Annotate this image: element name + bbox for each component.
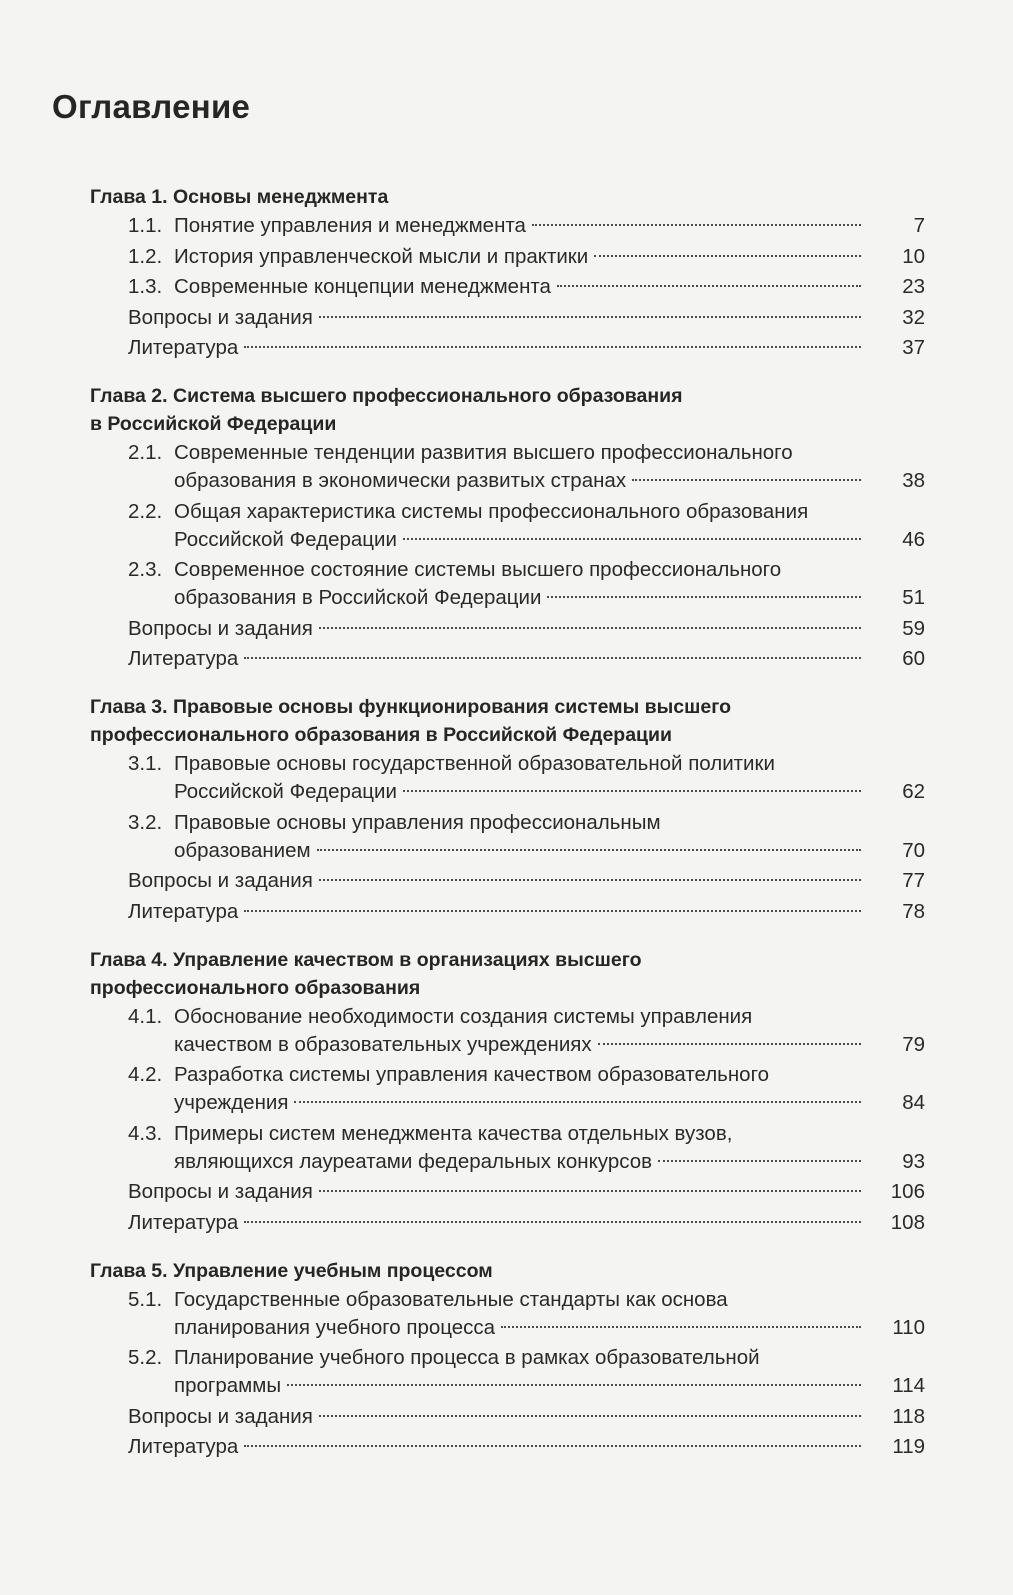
entry-line: Российской Федерации [174,780,397,803]
entry-last-line [174,584,925,612]
page-number: 118 [892,1404,925,1428]
entry-text [128,1178,925,1206]
entry-leader-row [174,837,925,865]
entry-last-line [174,212,925,240]
entry-leader-row [128,1209,925,1237]
entry-last-line [128,1178,925,1206]
page-number: 62 [902,780,925,803]
entry-leader-row [174,778,925,806]
entry-last-line [174,1372,925,1400]
entry-line: Литература [128,899,239,923]
entry-leader-row [174,1031,925,1059]
entry-last-line [174,778,925,806]
page-number: 46 [902,527,925,551]
entry-text [174,1061,925,1117]
entry-line: Литература [128,1210,239,1234]
entry-line: Разработка системы управления качеством образовательного [174,1063,770,1086]
toc-entry [90,867,925,895]
entry-number: 3.2. [128,810,163,834]
toc-chapter [90,1257,925,1462]
entry-text [174,439,925,495]
entry-line: Российской Федерации [174,527,397,551]
entry-number: 4.1. [128,1004,163,1028]
entry-line: являющихся лауреатами федеральных конкурсов [174,1149,652,1173]
entry-line: планирования учебного процесса [174,1315,496,1339]
chapter-title [90,382,925,438]
chapter-title-line: Глава 2. Система высшего профессионального образования [90,385,683,407]
page-number: 38 [902,469,925,492]
entry-leader-row [128,304,925,332]
entry-text [128,334,925,362]
page-number: 119 [892,1435,925,1458]
toc-entry [90,498,925,554]
entry-leader-row [128,1403,925,1431]
dot-leader [319,316,861,318]
entry-text [174,1344,925,1400]
entry-line: Вопросы и задания [128,305,313,329]
toc-entry [90,809,925,865]
entry-number: 2.3. [128,558,163,581]
page-number: 37 [902,336,925,359]
entry-line: учреждения [174,1091,289,1114]
page-number: 60 [902,647,925,670]
entry-leader-row [174,1372,925,1400]
chapter-title-line: профессионального образования [90,976,421,999]
toc-entry [90,1178,925,1206]
toc-entry [90,615,925,643]
chapter-title-line: Глава 5. Управление учебным процессом [90,1259,493,1282]
entry-line: Литература [128,1435,239,1458]
toc-entry [90,1344,925,1400]
entry-line: образования в Российской Федерации [174,586,542,609]
entry-line: качеством в образовательных учреждениях [174,1032,592,1056]
entry-leader-row [174,243,925,271]
entry-number: 2.2. [128,499,163,523]
entry-text [174,1003,925,1059]
entry-last-line [174,526,925,554]
toc-chapter [90,382,925,673]
entry-leader-row [128,334,925,362]
page-number: 10 [902,244,925,268]
entry-leader-row [174,526,925,554]
dot-leader [594,255,861,257]
entry-last-line [128,615,925,643]
entry-number: 4.3. [128,1121,163,1145]
entry-line: Литература [128,647,239,670]
dot-leader [294,1101,861,1103]
toc-entry [90,1120,925,1176]
entry-number: 3.1. [128,752,163,775]
toc-entry [90,439,925,495]
entry-text [174,212,925,240]
toc-entry [90,1003,925,1059]
entry-leader-row [174,1148,925,1176]
entry-last-line [174,467,925,495]
entry-number: 1.2. [128,244,163,268]
toc-entry [90,1209,925,1237]
entry-leader-row [128,867,925,895]
entry-number: 2.1. [128,441,163,464]
chapter-title-line: профессионального образования в Российской Федерации [90,724,673,746]
page-number: 7 [913,214,925,237]
dot-leader [501,1326,861,1328]
entry-text [128,898,925,926]
chapter-title [90,183,925,211]
chapter-title-line: в Российской Федерации [90,413,337,435]
entry-text [128,1433,925,1461]
toc-chapter [90,946,925,1237]
chapter-title-line: Глава 4. Управление качеством в организациях высшего [90,948,642,971]
entry-line: Вопросы и задания [128,869,313,892]
entry-text [174,809,925,865]
entry-text [174,750,925,806]
entry-text [174,273,925,301]
toc-entry [90,898,925,926]
page-number: 32 [902,305,925,329]
entry-last-line [128,304,925,332]
entry-line: Понятие управления и менеджмента [174,214,526,237]
toc-entry [90,1433,925,1461]
entry-line: Планирование учебного процесса в рамках образовательной [174,1346,760,1369]
entry-last-line [128,1209,925,1237]
entry-leader-row [128,615,925,643]
entry-last-line [174,243,925,271]
dot-leader [319,627,861,629]
dot-leader [244,657,861,659]
entry-leader-row [174,1089,925,1117]
toc-entry [90,1286,925,1342]
entry-line: образованием [174,838,311,862]
dot-leader [244,346,861,348]
page-number: 51 [902,586,925,609]
entry-last-line [128,1403,925,1431]
toc-entry [90,243,925,271]
entry-leader-row [128,645,925,673]
entry-line: Общая характеристика системы профессионального образования [174,499,809,523]
dot-leader [557,285,861,287]
toc-entry [90,304,925,332]
entry-number: 1.3. [128,275,163,298]
page-number: 70 [902,838,925,862]
dot-leader [319,879,861,881]
entry-text [174,1286,925,1342]
entry-line: Правовые основы управления профессиональным [174,810,661,834]
dot-leader [403,538,861,540]
page-number: 77 [902,869,925,892]
entry-leader-row [128,898,925,926]
entry-text [174,1120,925,1176]
entry-number: 5.2. [128,1346,163,1369]
chapter-title-line: Глава 3. Правовые основы функционирования системы высшего [90,696,732,718]
toc-chapter [90,693,925,926]
entry-text [174,556,925,612]
entry-last-line [174,1314,925,1342]
chapter-title-line: Глава 1. Основы менеджмента [90,186,389,208]
entry-last-line [174,1089,925,1117]
entry-line: образования в экономически развитых странах [174,469,627,492]
dot-leader [287,1384,861,1386]
toc-entry [90,750,925,806]
entry-line: Примеры систем менеджмента качества отдельных вузов, [174,1121,733,1145]
entry-line: Современные концепции менеджмента [174,275,551,298]
toc-entry [90,556,925,612]
entry-line: Правовые основы государственной образовательной политики [174,752,775,775]
entry-leader-row [174,273,925,301]
toc-entry [90,1403,925,1431]
toc-entry [90,1061,925,1117]
dot-leader [319,1415,861,1417]
dot-leader [403,790,861,792]
page-number: 108 [890,1210,925,1234]
dot-leader [244,910,861,912]
entry-text [128,645,925,673]
entry-line: История управленческой мысли и практики [174,244,589,268]
entry-last-line [174,1148,925,1176]
entry-text [128,867,925,895]
page-number: 106 [890,1180,925,1203]
entry-line: Вопросы и задания [128,1180,313,1203]
entry-line: Вопросы и задания [128,616,313,640]
dot-leader [244,1445,861,1447]
toc-entry [90,212,925,240]
page-number: 78 [902,899,925,923]
toc-entry [90,334,925,362]
entry-text [128,304,925,332]
table-of-contents [90,183,925,1481]
entry-leader-row [174,1314,925,1342]
entry-text [128,615,925,643]
entry-line: Вопросы и задания [128,1404,313,1428]
page-number: 84 [902,1091,925,1114]
entry-text [128,1209,925,1237]
entry-last-line [174,273,925,301]
entry-line: программы [174,1374,282,1397]
dot-leader [547,596,861,598]
entry-text [174,498,925,554]
entry-leader-row [174,584,925,612]
entry-text [128,1403,925,1431]
chapter-title [90,693,925,749]
page-number: 59 [902,616,925,640]
entry-last-line [128,334,925,362]
entry-last-line [128,867,925,895]
page-number: 93 [902,1149,925,1173]
chapter-title [90,946,925,1002]
toc-chapter [90,183,925,362]
entry-last-line [174,1031,925,1059]
page-number: 79 [902,1032,925,1056]
dot-leader [632,479,861,481]
page-title: Оглавление [52,88,251,125]
dot-leader [532,224,861,226]
entry-leader-row [128,1178,925,1206]
entry-last-line [174,837,925,865]
dot-leader [319,1190,861,1192]
entry-leader-row [128,1433,925,1461]
entry-last-line [128,898,925,926]
entry-leader-row [174,212,925,240]
page-number: 23 [902,275,925,298]
entry-line: Обоснование необходимости создания системы управления [174,1004,753,1028]
entry-line: Современное состояние системы высшего профессионального [174,558,782,581]
dot-leader [317,849,861,851]
entry-line: Литература [128,336,239,359]
dot-leader [658,1160,861,1162]
page-number: 114 [892,1374,925,1397]
entry-text [174,243,925,271]
dot-leader [244,1221,861,1223]
entry-number: 1.1. [128,214,163,237]
dot-leader [598,1043,861,1045]
entry-number: 5.1. [128,1287,163,1311]
entry-last-line [128,1433,925,1461]
toc-entry [90,645,925,673]
page-number: 110 [892,1315,925,1339]
entry-line: Современные тенденции развития высшего профессионального [174,441,793,464]
chapter-title [90,1257,925,1285]
entry-leader-row [174,467,925,495]
toc-entry [90,273,925,301]
entry-number: 4.2. [128,1063,163,1086]
entry-line: Государственные образовательные стандарты как основа [174,1287,728,1311]
entry-last-line [128,645,925,673]
